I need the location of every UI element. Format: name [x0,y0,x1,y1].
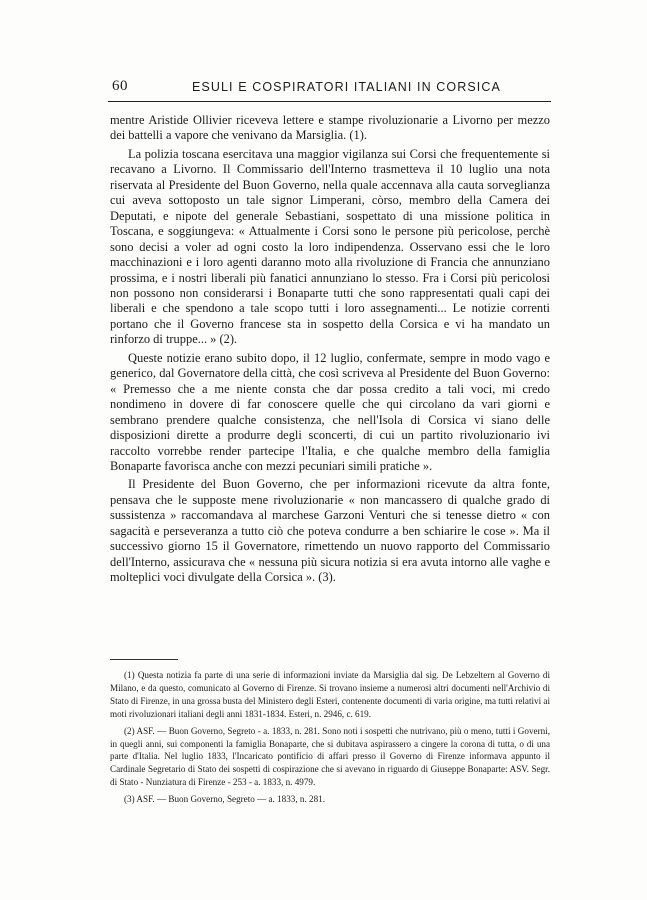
footnote-3: (3) ASF. — Buon Governo, Segreto — a. 1833, n. 281. [124,794,326,805]
footnote-1: (1) Questa notizia fa parte di una serie di informazioni inviate da Marsiglia dal sig. De Lebzeltern al Governo di Milano, e da questo, comunicato al Governo di Firenze. Si trovano insieme a numerosi altri documenti nell'Archivio di Stato di Firenze, in una grossa busta del Ministero degli Esteri, contenente documenti di varia origine, ma tutti relativi ai moti rivoluzionari italiani degli anni 1831-1834. Esteri, n. 2946, c. 619. [110,670,550,719]
footnote-2: (2) ASF. — Buon Governo, Segreto - a. 1833, n. 281. Sono noti i sospetti che nutrivano, più o meno, tutti i Governi, in quegli anni, sui componenti la famiglia Bonaparte, che si dubitava aspirassero a cingere la corona di tutta, o di una parte d'Italia. Nel luglio 1833, l'Incaricato pontificio di affari presso il Governo di Firenze informava appunto il Cardinale Segretario di Stato dei sospetti di cospirazione che si avevano in riguardo di Giuseppe Bonaparte: ASV. Segr. di Stato - Nunziatura di Firenze - 253 - a. 1833, n. 4979. [110,725,550,788]
running-title: ESULI E COSPIRATORI ITALIANI IN CORSICA [192,80,501,94]
page-number: 60 [112,78,128,94]
paragraph-3: Queste notizie erano subito dopo, il 12 luglio, confermate, sempre in modo vago e generico, dal Governatore della città, che così scriveva al Presidente del Buon Governo: « Premesso che a me niente consta che dar possa credito a tali voci, mi credo nondimeno in dovere di far conoscere quelle che qui circolano da vari giorni e sembrano prendere qualche consistenza, che nell'Isola di Corsica vi siano delle disposizioni dirette a produrre degli sconcerti, di cui un partito rivoluzionario ivi raccolto vorrebbe render partecipe l'Italia, e che qualche membro della famiglia Bonaparte favorisca anche con mezzi pecuniari simili pratiche ». [110,350,550,473]
main-text [110,113,550,589]
page-header [108,78,551,100]
footnotes [110,669,550,810]
paragraph-1: mentre Aristide Ollivier riceveva lettere e stampe rivoluzionarie a Livorno per mezzo dei battelli a vapore che venivano da Marsiglia. (1). [110,113,550,143]
header-rule [108,101,551,102]
footnote-rule [110,659,178,660]
paragraph-2: La polizia toscana esercitava una maggior vigilanza sui Corsi che frequentemente si recavano a Livorno. Il Commissario dell'Interno trasmetteva il 10 luglio una nota riservata al Presidente del Buon Governo, nella quale accennava alla cauta sorveglianza cui aveva sottoposto un tale signor Limperani, còrso, membro della Camera dei Deputati, e nipote del generale Sebastiani, sospettato di una missione politica in Toscana, e soggiungeva: « Attualmente i Corsi sono le persone più pericolose, perchè sono decisi a voler ad ogni costo la loro indipendenza. Osservano essi che le loro macchinazioni e i loro agenti daranno moto alla rivoluzione di Francia che annunziano prossima, e i nostri liberali più fanatici annunziano lo stesso. Fra i Corsi più pericolosi non possono non considerarsi i Bonaparte tutti che sono rappresentati quali capi dei liberali e che spendono a tale scopo tutti i loro assegnamenti... Le notizie correnti portano che il Governo francese sta in sospetto della Corsica e vi ha mandato un rinforzo di truppe... » (2). [110,146,550,347]
paragraph-4: Il Presidente del Buon Governo, che per informazioni ricevute da altra fonte, pensava che le supposte mene rivoluzionarie « non mancassero di qualche grado di sussistenza » raccomandava al marchese Garzoni Venturi che si tenesse dietro « con sagacità e perseveranza a tutto ciò che poteva condurre a ben schiarire le cose ». Ma il successivo giorno 15 il Governatore, rimettendo un nuovo rapporto del Commissario dell'Interno, assicurava che « nessuna più sicura notizia si era avuta intorno alle vaghe e molteplici voci divulgate della Corsica ». (3). [110,477,550,585]
